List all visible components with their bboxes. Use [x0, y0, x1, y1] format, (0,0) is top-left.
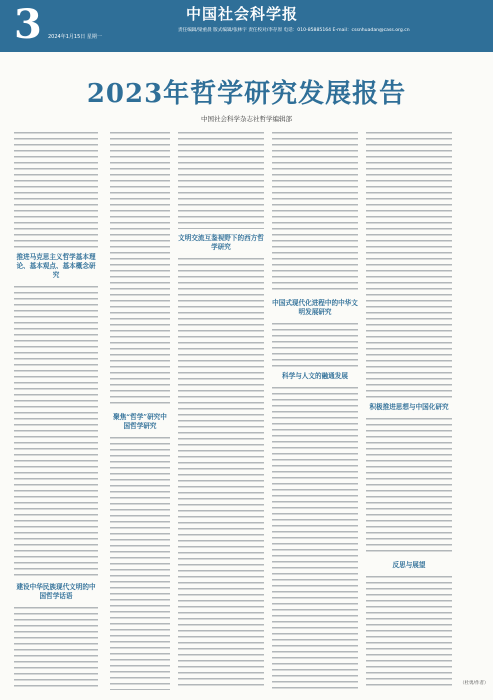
text-block	[178, 130, 264, 229]
text-block	[14, 284, 98, 578]
date-line: 2024年1月15日 星期一	[48, 34, 102, 40]
article-byline: 中国社会科学杂志社哲学编辑部	[201, 115, 292, 123]
text-block	[272, 385, 358, 690]
section-heading: 反思与展望	[392, 561, 426, 569]
text-block	[366, 130, 452, 398]
section-heading: 中国式现代化进程中的中华文明发展研究	[272, 299, 358, 316]
section-heading: 推进马克思主义哲学基本理论、基本观点、基本概念研究	[16, 253, 96, 279]
page-number: 3	[14, 1, 42, 48]
text-block	[272, 321, 358, 367]
text-block	[110, 130, 170, 408]
masthead	[0, 0, 493, 52]
newspaper-brand: 中国社会科学报	[186, 5, 299, 23]
column-5	[366, 130, 452, 690]
text-block	[14, 605, 98, 690]
section-heading: 建设中华民族现代文明的中国哲学话语	[16, 583, 96, 600]
section-heading: 文明交流互鉴视野下的西方哲学研究	[178, 234, 264, 251]
section-heading: 聚焦“哲学”研究中国哲学研究	[113, 413, 167, 430]
column-4	[272, 130, 358, 690]
text-block	[178, 256, 264, 690]
article-body	[14, 130, 484, 690]
text-block	[366, 416, 452, 556]
contact-line: 责任编辑/梁重晨 版式编辑/张林宇 责任校对/李存原 电话：010-85885164 E-mail：cssnhuadan@cass.org.cn	[178, 28, 410, 33]
column-3	[178, 130, 264, 690]
text-block	[14, 130, 98, 248]
text-block	[110, 435, 170, 690]
text-block	[272, 130, 358, 294]
column-1	[14, 130, 98, 690]
section-heading: 科学与人文的融通发展	[282, 372, 348, 380]
column-2	[110, 130, 170, 690]
text-block	[366, 574, 452, 690]
article-title: 2023年哲学研究发展报告	[86, 79, 407, 109]
article-signoff: （杜勇/作者）	[460, 681, 489, 686]
section-heading: 积极推进思想与中国化研究	[369, 403, 449, 411]
